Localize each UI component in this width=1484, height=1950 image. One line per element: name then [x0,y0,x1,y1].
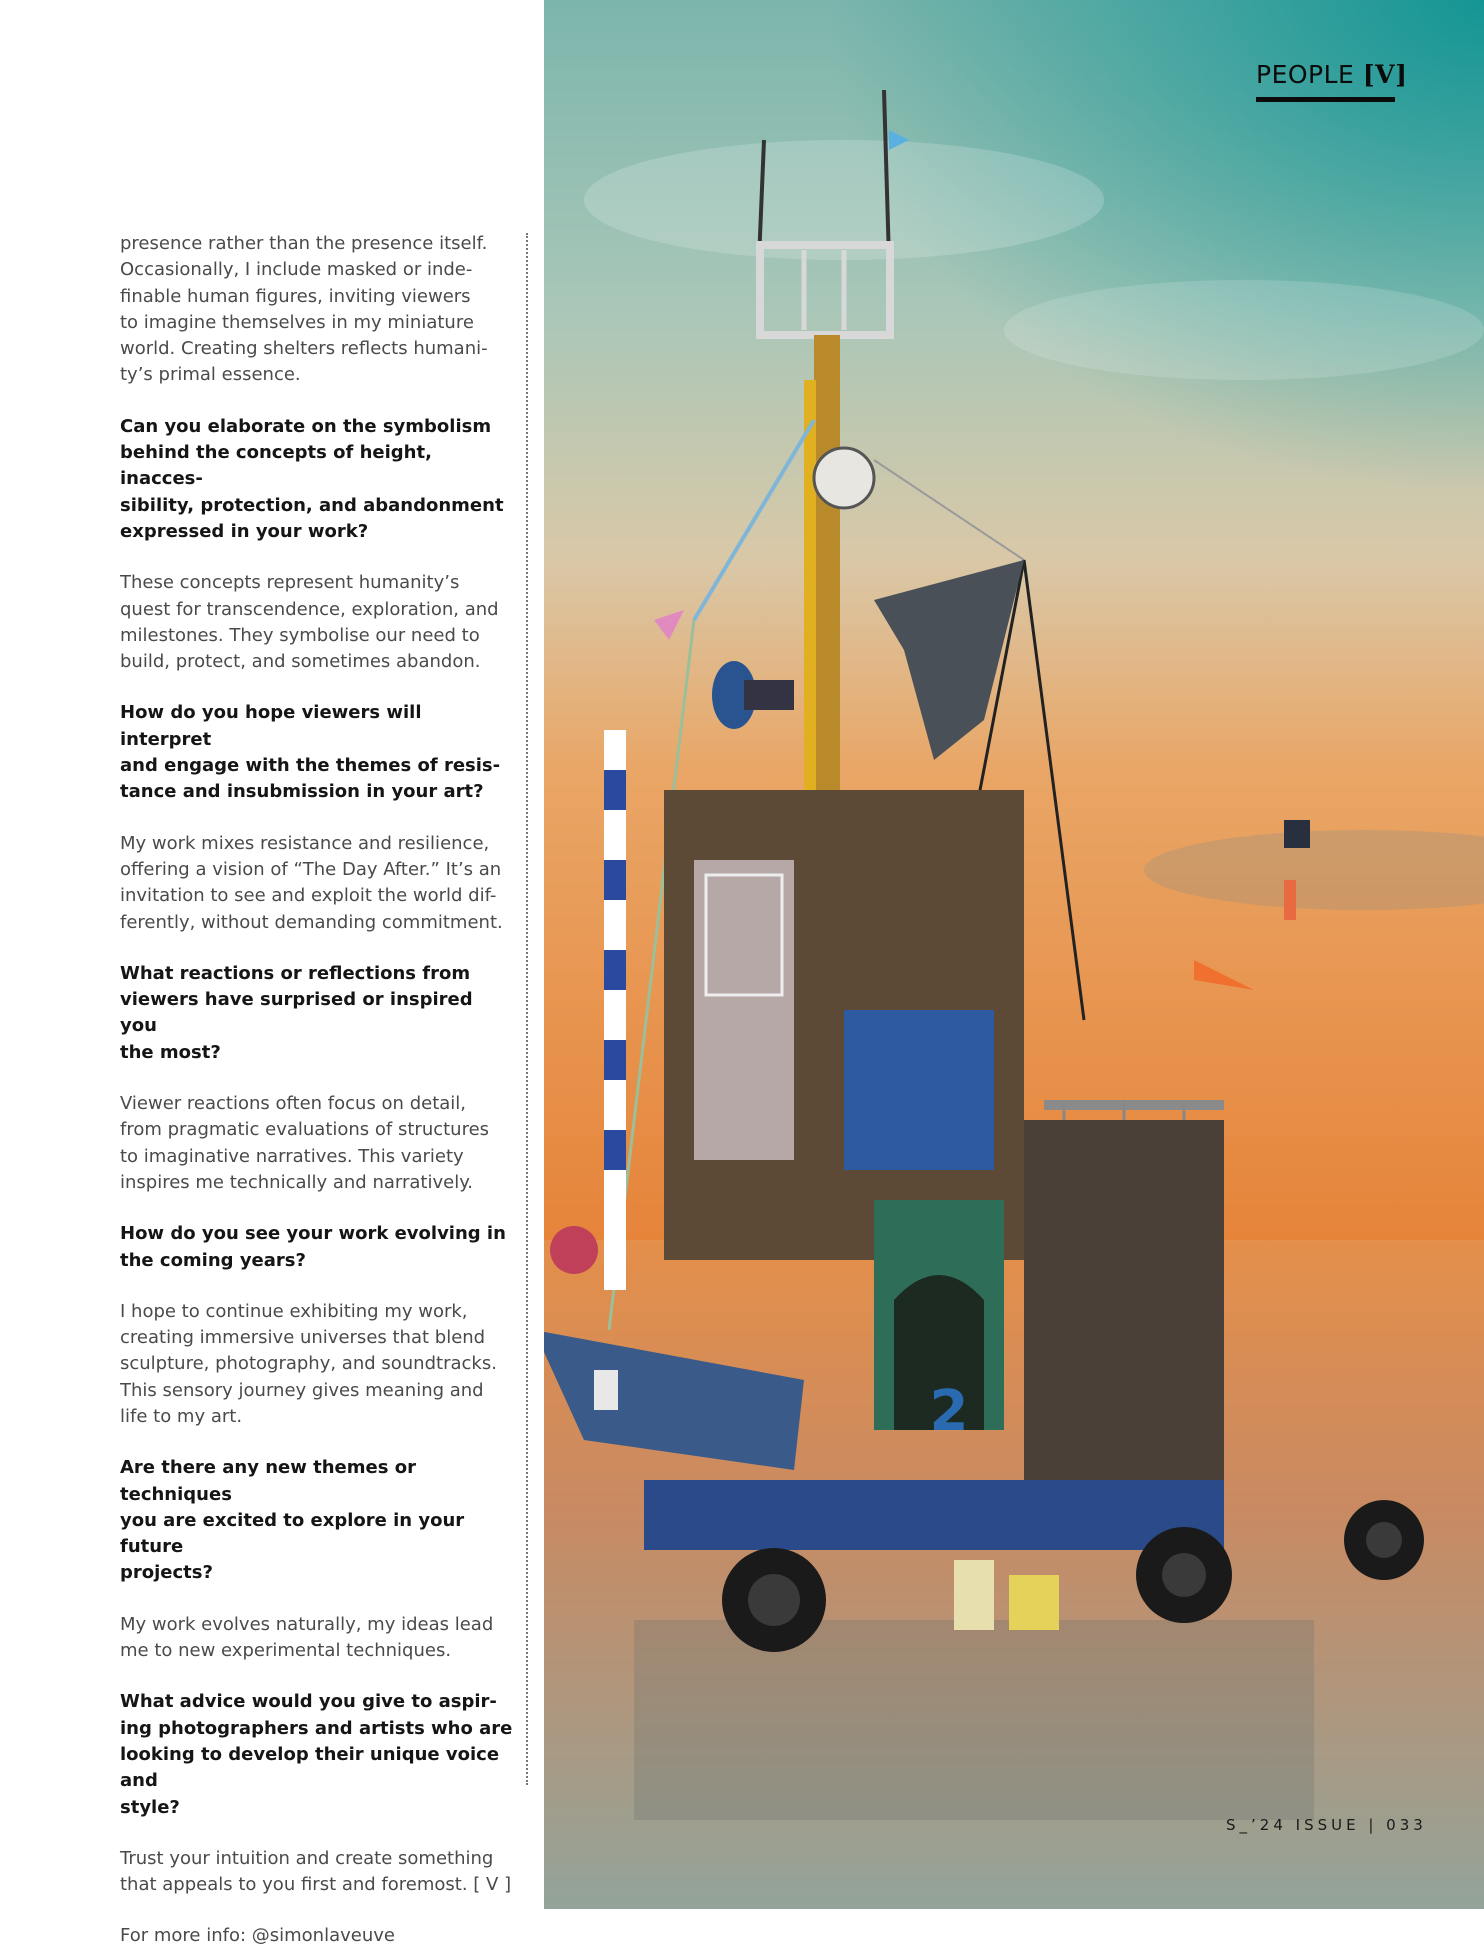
text-line: inspires me technically and narratively. [120,1171,474,1193]
text-line: My work evolves naturally, my ideas lead [120,1613,494,1635]
text-line: milestones. They symbolise our need to [120,624,480,646]
text-line: offering a vision of “The Day After.” It’s an [120,858,502,880]
column-divider [526,233,528,1785]
text-line: world. Creating shelters reflects humani- [120,338,488,360]
paragraph-gap [120,1898,515,1923]
paragraph-gap [120,1196,515,1221]
text-line: projects? [120,1562,213,1584]
issue-footer: S_’24 ISSUE | 033 [1226,1816,1427,1834]
text-line: creating immersive universes that blend [120,1327,486,1349]
text-line: from pragmatic evaluations of structures [120,1119,490,1141]
text-line: Can you elaborate on the symbolism [120,415,492,437]
text-line: sculpture, photography, and soundtracks. [120,1353,497,1375]
text-line: to imagine themselves in my miniature [120,311,474,333]
paragraph-gap [120,1274,515,1299]
boat-sculpture-illustration [544,0,1484,1909]
text-line: style? [120,1796,180,1818]
text-line: Trust your intuition and create something [120,1847,494,1869]
text-line: build, protect, and sometimes abandon. [120,651,481,673]
text-line: How do you hope viewers will interpret [120,702,422,750]
text-line: ferently, without demanding commitment. [120,911,503,933]
text-line: to imaginative narratives. This variety [120,1145,464,1167]
text-line: finable human figures, inviting viewers [120,285,471,307]
text-line: Occasionally, I include masked or inde- [120,259,473,281]
text-line: quest for transcendence, exploration, and [120,598,499,620]
paragraph-gap [120,675,515,700]
text-line: me to new experimental techniques. [120,1640,452,1662]
paragraph-gap [120,1066,515,1091]
text-line: tance and insubmission in your art? [120,781,484,803]
text-line: How do you see your work evolving in [120,1223,506,1245]
text-line: and engage with the themes of resis- [120,755,501,777]
text-line: expressed in your work? [120,520,369,542]
sculpture-photo [544,0,1484,1909]
text-line: viewers have surprised or inspired you [120,989,473,1037]
interview-answer [120,231,515,389]
brand-letter: V [1375,60,1396,89]
text-line: What reactions or reflections from [120,962,471,984]
text-line: behind the concepts of height, inacces- [120,442,432,490]
text-line: This sensory journey gives meaning and [120,1379,484,1401]
interview-question [120,1455,515,1586]
article-column [120,231,515,1950]
text-line: looking to develop their unique voice and [120,1743,500,1792]
section-underline [1256,97,1395,102]
brand-bracket-open: [ [1362,60,1376,89]
section-label [1256,60,1407,89]
interview-answer [120,1846,515,1899]
section-name: PEOPLE [1256,60,1355,89]
interview-answer [120,831,515,936]
interview-question [120,1221,515,1274]
text-line: I hope to continue exhibiting my work, [120,1300,468,1322]
text-line: ing photographers and artists who are [120,1717,513,1739]
text-line: Are there any new themes or techniques [120,1457,416,1505]
interview-question [120,1689,515,1820]
text-line: For more info: @simonlaveuve [120,1925,395,1947]
brand-mark [1363,60,1408,89]
interview-question [120,700,515,805]
paragraph-gap [120,1587,515,1612]
interview-question [120,414,515,545]
brand-bracket-close: ] [1395,60,1408,89]
text-line: presence rather than the presence itself. [120,233,488,254]
interview-answer [120,570,515,675]
interview-answer [120,1923,515,1949]
interview-answer [120,1612,515,1665]
text-line: ty’s primal essence. [120,364,301,386]
text-line: What advice would you give to aspir- [120,1691,497,1713]
interview-answer [120,1299,515,1430]
text-line: the most? [120,1041,221,1063]
paragraph-gap [120,1664,515,1689]
text-line: invitation to see and exploit the world dif- [120,885,497,907]
paragraph-gap [120,1430,515,1455]
text-line: Viewer reactions often focus on detail, [120,1093,466,1115]
text-line: you are excited to explore in your future [120,1509,465,1558]
boat-number: 2 [929,1379,969,1444]
text-line: sibility, protection, and abandonment [120,494,504,516]
paragraph-gap [120,936,515,961]
interview-answer [120,1091,515,1196]
text-line: that appeals to you first and foremost. [ V ] [120,1874,512,1896]
paragraph-gap [120,1821,515,1846]
text-line: life to my art. [120,1405,243,1427]
paragraph-gap [120,545,515,570]
text-line: My work mixes resistance and resilience, [120,832,490,854]
paragraph-gap [120,389,515,414]
interview-question [120,961,515,1066]
text-line: the coming years? [120,1249,306,1271]
paragraph-gap [120,806,515,831]
text-line: These concepts represent humanity’s [120,572,460,594]
